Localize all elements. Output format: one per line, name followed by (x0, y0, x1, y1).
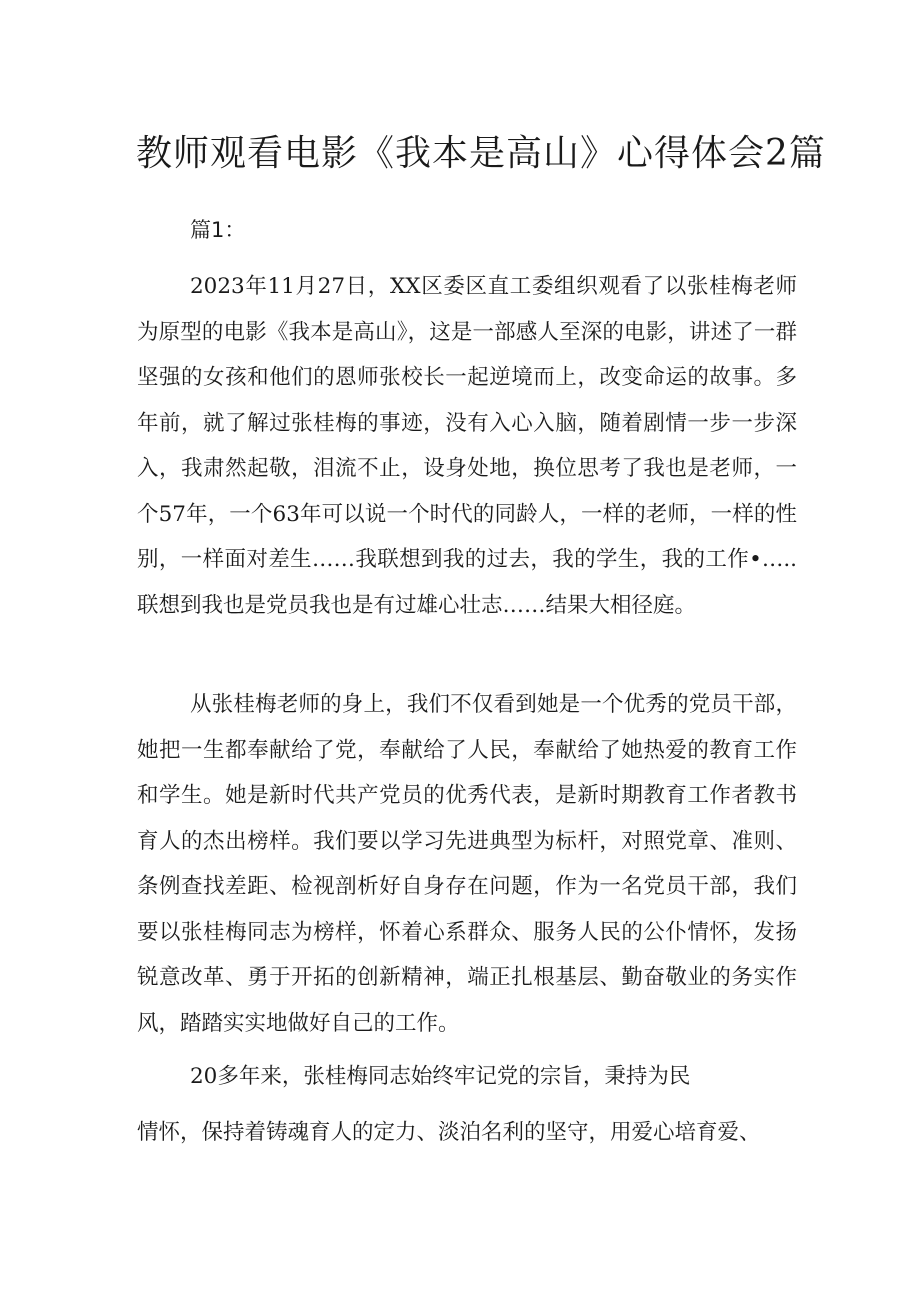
paragraph-1: 2023年11月27日，XX区委区直工委组织观看了以张桂梅老师为原型的电影《我本是高山》，这是一部感人至深的电影，讲述了一群坚强的女孩和他们的恩师张校长一起逆境而上，改变命运的故事。多年前，就了解过张桂梅的事迹，没有入心入脑，随着剧情一步一步深入，我肃然起敬，泪流不止，设身处地，换位思考了我也是老师，一个57年，一个63年可以说一个时代的同龄人，一样的老师，一样的性别，一样面对差生……我联想到我的过去，我的学生，我的工作•….. 联想到我也是党员我也是有过雄心壮志……结果大相径庭。 (137, 274, 797, 618)
paragraph-2: 从张桂梅老师的身上，我们不仅看到她是一个优秀的党员干部，她把一生都奉献给了党，奉献给了人民，奉献给了她热爱的教育工作和学生。她是新时代共产党员的优秀代表，是新时期教育工作者教书育人的杰出榜样。我们要以学习先进典型为标杆，对照党章、准则、条例查找差距、检视剖析好自身存在问题，作为一名党员干部，我们要以张桂梅同志为榜样，怀着心系群众、服务人民的公仆情怀，发扬锐意改革、勇于开拓的创新精神，端正扎根基层、勤奋敬业的务实作风，踏踏实实地做好自己的工作。 (137, 692, 797, 1036)
paragraph-3: 20多年来，张桂梅同志始终牢记党的宗旨，秉持为民 (190, 1064, 691, 1089)
document-title: 教师观看电影《我本是高山》心得体会2篇 (136, 133, 826, 174)
paragraph-3-continued: 情怀，保持着铸魂育人的定力、淡泊名利的坚守，用爱心培育爱、 (137, 1120, 761, 1145)
section-label: 篇1： (190, 218, 246, 242)
